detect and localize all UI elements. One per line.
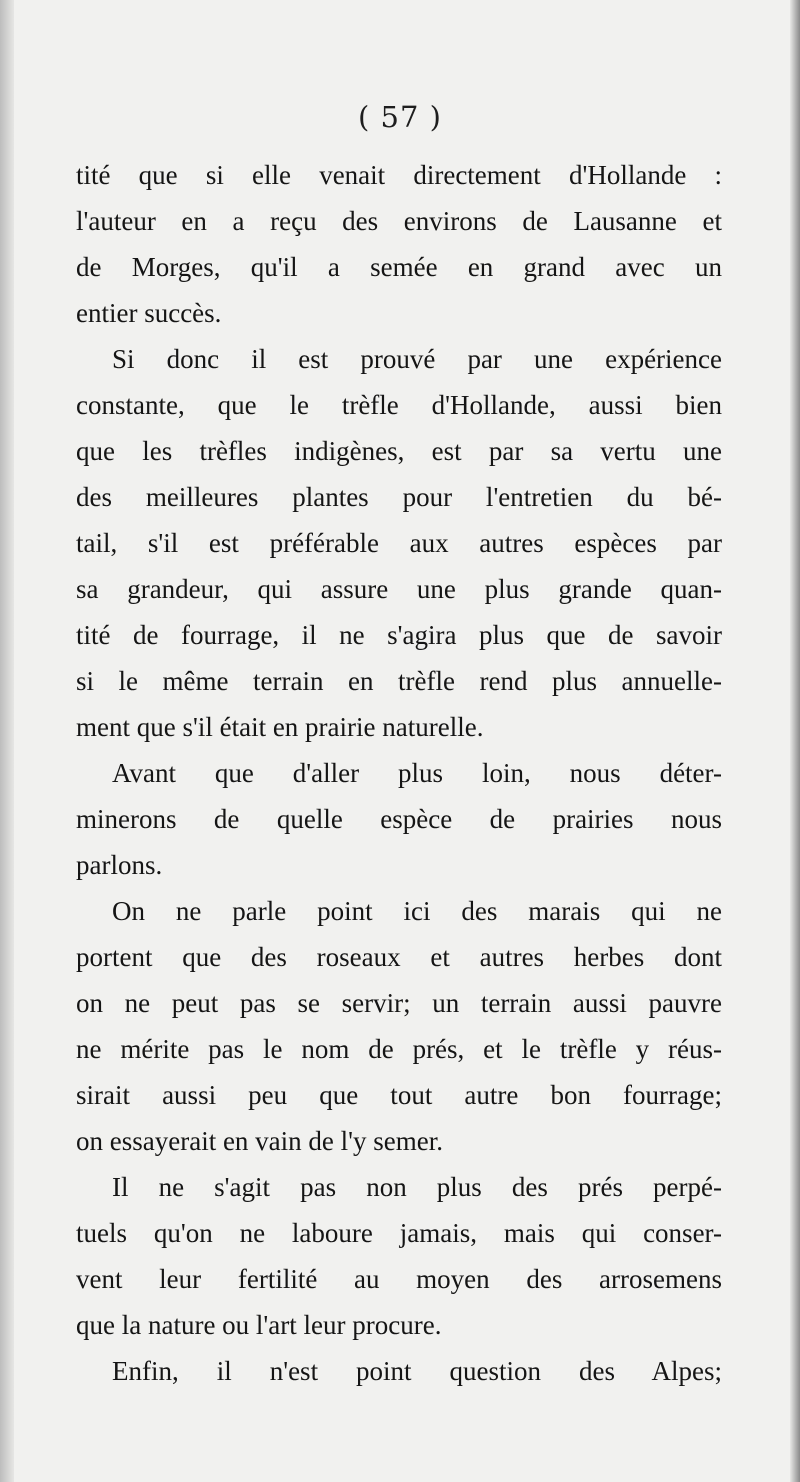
text-line: tité de fourrage, il ne s'agira plus que de savoir — [76, 620, 722, 650]
text-line: si le même terrain en trèfle rend plus annuelle- — [76, 666, 722, 696]
text-line: que les trèfles indigènes, est par sa vertu une — [76, 436, 722, 466]
text-line: Enfin, il n'est point question des Alpes; — [112, 1356, 722, 1386]
page-number-header: ( 57 ) — [358, 100, 442, 134]
text-line: ne mérite pas le nom de prés, et le trèfle y réus- — [76, 1034, 722, 1064]
text-line: tité que si elle venait directement d'Hollande : — [76, 160, 722, 190]
text-line: parlons. — [76, 850, 163, 880]
text-line: on ne peut pas se servir; un terrain aussi pauvre — [76, 988, 722, 1018]
text-line: on essayerait en vain de l'y semer. — [76, 1126, 443, 1156]
text-line: des meilleures plantes pour l'entretien du bé- — [76, 482, 722, 512]
text-line: Avant que d'aller plus loin, nous déter- — [112, 758, 722, 788]
text-line: Si donc il est prouvé par une expérience — [112, 344, 722, 374]
text-line: sirait aussi peu que tout autre bon fourrage; — [76, 1080, 722, 1110]
text-line: l'auteur en a reçu des environs de Lausanne et — [76, 206, 722, 236]
text-line: minerons de quelle espèce de prairies nous — [76, 804, 722, 834]
text-line: que la nature ou l'art leur procure. — [76, 1310, 442, 1340]
text-line: tail, s'il est préférable aux autres espèces par — [76, 528, 722, 558]
text-line: ment que s'il était en prairie naturelle. — [76, 712, 484, 742]
text-line: tuels qu'on ne laboure jamais, mais qui conser- — [76, 1218, 722, 1248]
text-line: On ne parle point ici des marais qui ne — [112, 896, 722, 926]
text-line: de Morges, qu'il a semée en grand avec un — [76, 252, 722, 282]
text-line: Il ne s'agit pas non plus des prés perpé- — [112, 1172, 722, 1202]
text-line: sa grandeur, qui assure une plus grande quan- — [76, 574, 722, 604]
text-line: portent que des roseaux et autres herbes dont — [76, 942, 722, 972]
text-line: entier succès. — [76, 298, 222, 328]
text-line: constante, que le trèfle d'Hollande, aussi bien — [76, 390, 722, 420]
text-line: vent leur fertilité au moyen des arrosemens — [76, 1264, 722, 1294]
body-text — [76, 152, 722, 1394]
